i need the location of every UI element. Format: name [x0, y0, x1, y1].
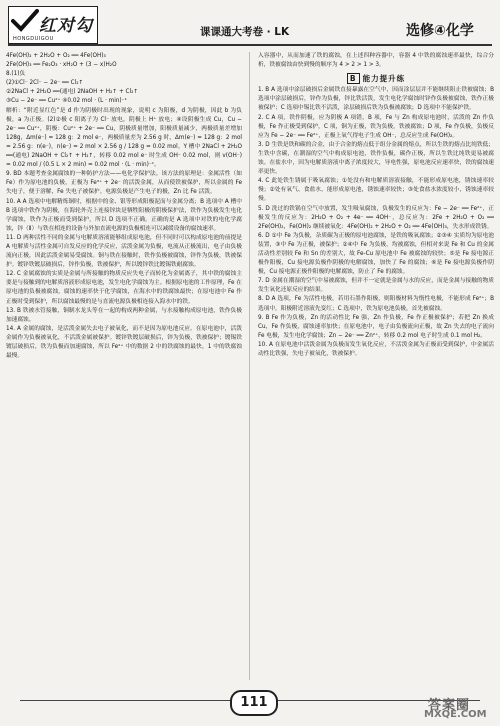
answer-text: 8. D A 选项，Fe 为活性电极，若用石墨作阳极，则阳极材料为惰性电极，不能形成 Fe²⁺；B 选项中，阳极附近溶液先变红；C 选项中，铁为原电池负极，首先被腐蚀。	[258, 296, 494, 312]
answer-text: 11. D 两种活性不同的金属与电解质溶液能够组成原电池，但不同时可以构成原电池的前提是 A 电解质与活性金属可自发反应的化学反应，活泼金属为负极，电流从正极流出，电子由负极流向正极，因此活泼金属易受腐蚀。铜与铁在接触时，铁作负极被腐蚀，锌作为负极，铁被保护。镀锌铁镀层破损后，锌作负极，铁被保护，所以镀锌铁比镀锡铁耐腐蚀。	[6, 234, 242, 269]
answer-text: 入容器中，从而加速了铁的腐蚀，在上述四种容器中，容器 4 中铁的腐蚀速率最快，综合分析，铁被腐蚀由快到慢的顺序为 4 > 2 > 1 > 3。	[258, 53, 494, 69]
answer-text: 6. D ①中 Fe 为负极，杂质碳为正极的原电池腐蚀，是铁的吸氧腐蚀；②③④ 实质均为原电池装置，③中 Fe 为正极，被保护；②④中 Fe 为负极，均被腐蚀，但相对来说 Fe 和 Cu 的金属活动性差别较 Fe 和 Sn 的差别大，故 Fe-Cu 原电池中 Fe 被腐蚀的较快；⑤是 Fe 接电源正极作阳极，Cu 接电源负极作阴极的电解腐蚀，加快了 Fe 的腐蚀；⑥是 Fe 接电源负极作阴极，Cu 接电源正极作阳极的电解腐蚀，防止了 Fe 的腐蚀。	[258, 232, 494, 276]
answer-text: 4. C 此处铁生锈属于吸氧腐蚀；①处没有和电解质溶液接触，不能形成原电池，锈蚀速率较慢；②处有氧气、食盐水，能形成原电池，锈蚀速率较快；③处食盐水浓度较小，锈蚀速率较慢。	[258, 178, 494, 203]
answer-text: 7. D 金属在潮湿的空气中易被腐蚀，但并不一定就是金属与水的反应，而是金属与接触的物质发生氧化还原反应的结果。	[258, 278, 494, 294]
logo-text: 红对勾	[39, 16, 93, 36]
subject-title: 选修④化学	[406, 23, 474, 39]
left-column	[6, 52, 242, 680]
answer-text: 10. A A 选项中电解精炼铜时，根据中的金、银等形成阳极泥而与金属分离；B 选项中 A 槽中 B 选项中铁作为阴极，在海轮外壳上连接锌块是牺牲阳极的阴极保护法，铁作为负极发生电化学腐蚀，铁作为正极而受到保护，所以 D 选项不正确。正确的是 A 选项中对铁的电化学腐蚀，锌（Ⅱ）与铁在相连的设备与外加直流电源的负极相连可以减缓设备的腐蚀速率。	[6, 198, 242, 232]
watermark-url: MXQE.COM	[424, 709, 487, 720]
watermark-logo	[414, 694, 494, 724]
answer-text: 5. D 洗过的铁锅在空气中放置，发生吸氧腐蚀，负极发生的反应为：Fe − 2e⁻ ══ Fe²⁺，正极发生的反应为：2H₂O + O₂ + 4e⁻ ══ 4OH⁻，总反应为：2Fe + 2H₂O + O₂ ══ 2Fe(OH)₂，Fe(OH)₂ 继续被氧化：4Fe(OH)₂ + 2H₂O + O₂ ══ 4Fe(OH)₃，失水形成铁锈。	[258, 205, 494, 230]
answer-text: 2Fe(OH)₃ ══ Fe₂O₃ · xH₂O + (3 − x)H₂O	[6, 62, 117, 69]
header-divider	[8, 44, 492, 46]
answer-text: 3. D 生铁是铁和碳的合金，由于合金的熔点低于组分金属的熔点，所以生铁的熔点比纯铁低；生铁中含碳，在潮湿的空气中构成原电池，铁作负极，碳作正极，所以生铁比纯铁更易被腐蚀。在盐水中，因为电解质溶液中离子浓度较大，导电性强，原电池反应速率快，铁的腐蚀速率更快。	[258, 141, 494, 176]
answer-text: ③Cu − 2e⁻ ══ Cu²⁺ ④0.02 mol · (L · min)⁻¹	[6, 98, 127, 105]
answer-text: 14. A 金属的腐蚀，是活泼金属失去电子被氧化，而不是因为原电池反应。在原电池中，活泼金属作为负极被氧化，不活泼金属被保护。镀锌铁镀层破损后，锌为负极，铁被保护；镀锡铁镀层破损后，铁为负极而加速腐蚀，所以 Fe²⁺ 中的数据 2 中的铁腐蚀的最快，1 中的铁腐蚀最慢。	[6, 325, 242, 360]
answer-text: 解析：“附近显红色”是 d 作为阴极时出现的现象，说明 c 为阳极，d 为阴极，因此 b 为负极，a 为正极。(2)②极 c 阳离子为 Cl⁻ 放电，阴极上 H⁺ 放电；④设阴极生成 Cu，Cu − 2e⁻ ══ Cu²⁺，阴极：Cu²⁺ + 2e⁻ ══ Cu，阴极质量增加，阳极质量减少，两极质量差增加 128g，Δm(e⁻) = 128 g：2 mol e⁻，两极质量差为 2.56 g 时，Δm(e⁻) = 128 g：2 mol = 2.56 g：n(e⁻)，n(e⁻) = 2 mol × 2.56 g / 128 g = 0.02 mol。Y 槽中 2NaCl + 2H₂O ══(通电) 2NaOH + Cl₂↑ + H₂↑，转移 0.02 mol e⁻ 时生成 OH⁻ 0.02 mol，则 v(OH⁻) = 0.02 mol / (0.5 L × 2 min) = 0.02 mol · (L · min)⁻¹。	[6, 107, 242, 169]
answer-text: 8.(1)负	[6, 71, 26, 78]
answer-text: (2)①Cl⁻ 2Cl⁻ − 2e⁻ ══ Cl₂↑	[6, 80, 84, 87]
page-number: 111	[230, 690, 278, 716]
brand-logo	[8, 6, 98, 44]
column-divider	[249, 52, 250, 680]
right-column	[258, 52, 494, 680]
answer-text: 10. A 在原电池中活泼金属为负极而发生氧化反应，不活泼金属为正极而受到保护，中金属活动性比铁强，失电子被氧化，铁被保护。	[258, 341, 494, 357]
watermark-text: 答案圈	[428, 698, 471, 713]
series-title: 课课通大考卷 · LK	[200, 26, 290, 38]
answer-text: 2. C A 项，铁作阴极，应为阴极 A 项错，B 项，Fe 与 Zn 构成原电池时，活泼的 Zn 作负极，Fe 作正极受到保护，C 项，铜为正极，铁为负极，铁被腐蚀；D 项，Fe 作负极，负极反应为 Fe − 2e⁻ ══ Fe²⁺，正极上氧气得电子生成 OH⁻，总反应生成 Fe(OH)₂。	[258, 114, 494, 139]
answer-text: 13. B 铁被水管接触，铜制水龙头等在一起的构成两种金属，与水接触构成原电池，铁作负极加速腐蚀。	[6, 307, 242, 323]
answer-text: 12. C 金属腐蚀的实质是金属与所接触的物质反应失电子而转化为金属离子，其中铁的腐蚀主要是与接触到的电解质溶液形成原电池，发生电化学腐蚀为主。根据原电池的工作原理，Fe 在原电池的负极被腐蚀，腐蚀的速率快于化学腐蚀，在海水中的铁腐蚀最快；在原电池中 Fe 作正极时受到保护，所以腐蚀最慢的是与直流电源负极相连接入海水中的铁。	[6, 271, 242, 305]
page-header	[0, 0, 500, 46]
answer-text: ②2NaCl + 2H₂O ══(通电) 2NaOH + H₂↑ + Cl₂↑	[6, 89, 139, 96]
section-title: 能力提升练	[362, 74, 406, 84]
checkmark-icon	[11, 9, 39, 33]
answer-text: 4Fe(OH)₂ + 2H₂O + O₂ ══ 4Fe(OH)₃	[6, 53, 106, 59]
answer-text: 9. BD 本题考查金属腐蚀的一种防护方法——电化学保护法。该方法的原理是：金属活性（如 Fe）作为原电池的负极，正极为 Fe³⁺ + 2e⁻ 的活泼金属，从而使铁被保护，所以金属的 Fe 失电子，便于溶解，Fe 失电子被保护。电源负极是产生电子的极，Zn 比 Fe 活泼。	[6, 171, 242, 196]
logo-subtext: HONGDUIGOU	[13, 36, 54, 42]
section-heading	[258, 73, 494, 84]
section-letter: B	[347, 73, 360, 84]
answer-text: 9. B Fe 作为负极，Zn 的活动性比 Fe 强，Zn 作负极，Fe 作正极被保护；若把 Zn 换成 Cu，Fe 作负极，腐蚀速率加快；在原电池中，电子由负极流向正极，故 Zn 失去的电子流向 Fe 电极，发生电化学腐蚀；Zn − 2e⁻ ══ Zn²⁺，转移 0.2 mol 电子时生成 0.1 mol H₂。	[258, 314, 494, 339]
answer-text: 1. B A 选项中涂层破损后金属铁直接暴露在空气中，因而涂层层并不能继续阻止铁被腐蚀；B 选项中涂层破损后，锌作为负极，锌比铁活泼，发生电化学腐蚀时锌作负极被腐蚀，铁作正极被保护；C 选项中锡比铁不活泼，涂层破损后铁为负极被腐蚀；D 选项中不能保护铁。	[258, 87, 494, 112]
